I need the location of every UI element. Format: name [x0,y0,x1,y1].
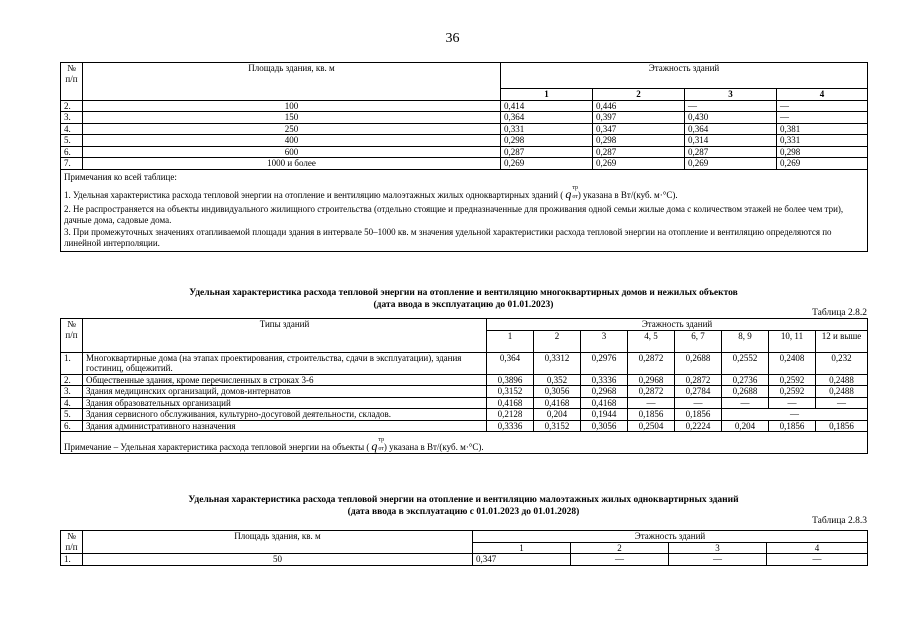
table-row [61,554,868,566]
q-symbol [371,436,385,453]
row-value: — [767,554,868,566]
row-value: 0,1856 [769,420,816,432]
row-number: 5. [61,135,83,147]
row-value: 0,397 [593,112,685,124]
row-number: 3. [61,112,83,124]
row-building-type: Здания сервисного обслуживания, культурно-досуговой деятельности, складов. [83,409,487,421]
row-value: 0,2408 [769,352,816,374]
row-value: 0,232 [816,352,868,374]
column-header-area: Площадь здания, кв. м [83,531,473,554]
row-area: 150 [83,112,501,124]
row-value: 0,3056 [581,420,628,432]
table-2-heading-line-1: Удельная характеристика расхода тепловой энергии на отопление и вентиляцию многоквартирных домов и нежилых объектов [189,288,738,298]
table-2-note [61,432,868,454]
table-row [61,158,868,170]
floor-header: 4, 5 [628,330,675,352]
row-area: 250 [83,123,501,135]
table-row [61,420,868,432]
table-row [61,409,868,421]
table-row [61,100,868,112]
row-number: 1. [61,554,83,566]
row-value: 0,4168 [534,397,581,409]
row-value: 0,2872 [628,386,675,398]
column-header-number: № п/п [61,63,83,101]
row-value: 0,4168 [487,397,534,409]
row-value: 0,204 [534,409,581,421]
floor-header: 1 [487,330,534,352]
row-building-type: Здания образовательных организаций [83,397,487,409]
row-value: 0,2968 [628,374,675,386]
row-value: 0,1856 [816,420,868,432]
column-header-floors: Этажность зданий [473,531,868,543]
row-value: 0,2736 [722,374,769,386]
table-3-heading [60,494,867,518]
table-row [61,397,868,409]
q-superscript: тр [378,436,385,443]
row-value: 0,2224 [675,420,722,432]
table-row [61,352,868,374]
table-row [61,123,868,135]
q-letter: q [565,186,572,201]
row-value: 0,2552 [722,352,769,374]
row-value: 0,3312 [534,352,581,374]
page-number: 36 [445,31,460,46]
row-value: 0,2784 [675,386,722,398]
row-value: 0,430 [685,112,777,124]
row-value: 0,2488 [816,374,868,386]
row-value: 0,364 [487,352,534,374]
row-value: 0,2592 [769,374,816,386]
row-value: 0,414 [501,100,593,112]
row-value: 0,269 [593,158,685,170]
floor-header: 3 [581,330,628,352]
q-letter: q [371,438,378,453]
table-2-note-text: Примечание – Удельная характеристика расхода тепловой энергии на объекты ( [64,441,370,452]
row-value: — [777,112,868,124]
row-number: 2. [61,100,83,112]
row-value: 0,3056 [534,386,581,398]
row-value: 0,2504 [628,420,675,432]
column-header-number: № п/п [61,319,83,353]
row-value: 0,381 [777,123,868,135]
row-value: — [816,397,868,409]
note-1-text: 1. Удельная характеристика расхода тепловой энергии на отопление и вентиляцию малоэтажных жилых одноквартирных зданий ( [64,189,564,200]
row-building-type: Общественные здания, кроме перечисленных в строках 3-6 [83,374,487,386]
column-header-type: Типы зданий [83,319,487,353]
q-subscript: от [378,445,384,452]
notes-title: Примечания ко всей таблице: [64,171,177,182]
row-value: — [675,397,722,409]
row-value: — [628,397,675,409]
note-1 [64,184,864,201]
row-value: 0,298 [501,135,593,147]
row-value: 0,1856 [675,409,722,421]
floor-header: 4 [767,542,868,554]
table-heat-characteristic-low-rise [60,62,868,252]
floor-header: 2 [593,89,685,101]
table-2-heading-line-2: (дата ввода в эксплуатацию до 01.01.2023) [373,300,554,310]
row-number: 1. [61,352,83,374]
row-value: 0,287 [685,146,777,158]
table-row [61,146,868,158]
row-value: 0,2872 [675,374,722,386]
row-value: 0,3152 [534,420,581,432]
row-value: 0,287 [501,146,593,158]
row-value: — [571,554,669,566]
row-value: 0,204 [722,420,769,432]
row-value: 0,298 [593,135,685,147]
row-value: 0,269 [501,158,593,170]
row-value: 0,298 [777,146,868,158]
row-building-type: Здания административного назначения [83,420,487,432]
row-number: 5. [61,409,83,421]
row-value: 0,2128 [487,409,534,421]
q-superscript: тр [572,184,579,191]
floor-header: 1 [501,89,593,101]
note-3: 3. При промежуточных значениях отапливаемой площади здания в интервале 50–1000 кв. м значения удельной характеристики расхода тепловой энергии на отопление и вентиляцию определяются по линейной интерполяции. [64,226,832,248]
column-header-number: № п/п [61,531,83,554]
table-2-note-suffix: ) указана в Вт/(куб. м·°С). [383,441,484,452]
q-subscript: от [572,193,578,200]
row-value: 0,3152 [487,386,534,398]
table-3-heading-line-1: Удельная характеристика расхода тепловой энергии на отопление и вентиляцию малоэтажных жилых одноквартирных зданий [188,495,739,505]
row-value: 0,2968 [581,386,628,398]
row-number: 2. [61,374,83,386]
row-value: 0,331 [501,123,593,135]
row-area: 100 [83,100,501,112]
row-value: 0,1944 [581,409,628,421]
table-2-number: Таблица 2.8.2 [812,308,867,318]
table-2-heading [60,287,867,311]
floor-header: 2 [534,330,581,352]
row-building-type: Многоквартирные дома (на этапах проектирования, строительства, сдачи в эксплуатации), здания гостиниц, общежитий. [83,352,487,374]
note-1-suffix: ) указана в Вт/(куб. м·°С). [577,189,678,200]
row-value: — [769,397,816,409]
row-value: — [669,554,767,566]
table-row [61,112,868,124]
row-value: — [777,100,868,112]
floor-header: 6, 7 [675,330,722,352]
row-value: 0,3336 [581,374,628,386]
floor-header: 10, 11 [769,330,816,352]
row-value: 0,2488 [816,386,868,398]
row-value: 0,352 [534,374,581,386]
row-value: 0,1856 [628,409,675,421]
floor-header: 2 [571,542,669,554]
table-3-heading-line-2: (дата ввода в эксплуатацию с 01.01.2023 до 01.01.2028) [347,507,580,517]
column-header-floors: Этажность зданий [501,63,868,89]
row-number: 6. [61,146,83,158]
row-value-merged: — [722,409,868,421]
row-value: 0,269 [685,158,777,170]
row-value: 0,331 [777,135,868,147]
column-header-floors: Этажность зданий [487,319,868,331]
row-value: 0,2592 [769,386,816,398]
row-value: 0,2976 [581,352,628,374]
table-heat-characteristic-2023-2028 [60,530,868,566]
table-row [61,386,868,398]
row-value: 0,269 [777,158,868,170]
row-area: 400 [83,135,501,147]
row-value: — [685,100,777,112]
table-notes [61,169,868,251]
row-number: 7. [61,158,83,170]
row-value: 0,287 [593,146,685,158]
floor-header: 1 [473,542,571,554]
row-value: 0,4168 [581,397,628,409]
table-heat-characteristic-apartments [60,318,868,454]
row-value: 0,2688 [675,352,722,374]
note-2: 2. Не распространяется на объекты индивидуального жилищного строительства (отдельно стоящие и предназначенные для проживания одной семьи жилые дома с количеством этажей не более чем три), дачные дома, садовые дома. [64,203,844,225]
floor-header: 12 и выше [816,330,868,352]
row-value: 0,347 [473,554,571,566]
row-value: 0,2688 [722,386,769,398]
table-row [61,374,868,386]
floor-header: 4 [777,89,868,101]
row-number: 4. [61,397,83,409]
floor-header: 8, 9 [722,330,769,352]
row-value: 0,347 [593,123,685,135]
q-symbol [565,184,579,201]
floor-header: 3 [669,542,767,554]
row-value: 0,314 [685,135,777,147]
row-value: 0,446 [593,100,685,112]
row-area: 1000 и более [83,158,501,170]
row-number: 6. [61,420,83,432]
row-value: 0,364 [501,112,593,124]
row-value: — [722,397,769,409]
row-area: 50 [83,554,473,566]
row-number: 3. [61,386,83,398]
row-value: 0,2872 [628,352,675,374]
row-value: 0,364 [685,123,777,135]
row-value: 0,3336 [487,420,534,432]
floor-header: 3 [685,89,777,101]
table-row [61,135,868,147]
row-building-type: Здания медицинских организаций, домов-интернатов [83,386,487,398]
column-header-area: Площадь здания, кв. м [83,63,501,101]
table-3-number: Таблица 2.8.3 [812,516,867,526]
row-area: 600 [83,146,501,158]
row-number: 4. [61,123,83,135]
row-value: 0,3896 [487,374,534,386]
